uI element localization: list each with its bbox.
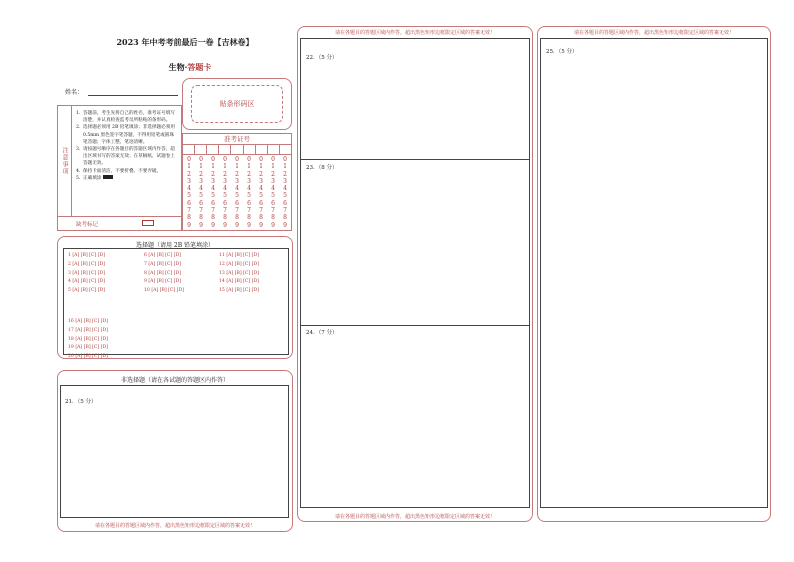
notice-side — [58, 106, 72, 216]
admission-digit-bubble[interactable]: 4 — [283, 185, 287, 193]
admission-digit-bubble[interactable]: 4 — [211, 185, 215, 193]
choice-options[interactable]: [A] [B] [C] [D] — [226, 270, 259, 276]
choice-question-row[interactable] — [68, 354, 108, 359]
admission-digit-bubble[interactable]: 1 — [235, 163, 239, 171]
choice-question-row[interactable] — [144, 253, 181, 258]
admission-digit-bubble[interactable]: 5 — [235, 192, 239, 200]
choice-options[interactable]: [A] [B] [C] [D] — [148, 261, 181, 267]
admission-digit-bubble[interactable]: 0 — [199, 156, 203, 163]
choice-question-number: 10 — [144, 288, 152, 294]
admission-digit-bubble[interactable]: 7 — [235, 207, 239, 215]
choice-question-number: 15 — [219, 288, 227, 294]
q22-label: 22．（5 分） — [306, 55, 338, 61]
choice-options[interactable]: [A] [B] [C] [D] — [151, 288, 184, 294]
absent-checkbox[interactable] — [142, 220, 154, 226]
choice-question-number: 2 — [68, 261, 73, 267]
admission-digit-column — [243, 156, 255, 229]
choice-question-row[interactable] — [144, 279, 181, 284]
admission-digit-bubble[interactable]: 6 — [259, 199, 263, 207]
notice-item: 4. 保持卡面清洁，不要折叠、不要弄破。 — [76, 168, 162, 174]
q23-label: 23．（8 分） — [306, 165, 338, 171]
admission-digit-bubble[interactable]: 0 — [211, 156, 215, 163]
choice-options[interactable]: [A] [B] [C] [D] — [75, 319, 108, 324]
choice-options[interactable]: [A] [B] [C] [D] — [72, 288, 105, 294]
choice-question-number: 5 — [68, 288, 73, 294]
admission-digit-bubble[interactable]: 8 — [271, 214, 275, 222]
admission-digit-column — [195, 156, 207, 229]
notice-item: 3. 请按题号顺序在各题目的答题区域内作答，超出区域书写的答案无效；在草稿纸、试题卷上答题无效。 — [76, 147, 175, 167]
admission-number-box — [182, 133, 292, 231]
divider — [301, 325, 529, 326]
notice-item: 1. 答题前，考生先将自己的姓名，准考证号填写清楚，并认真检查监考员所粘贴的条形码。 — [76, 111, 175, 124]
choice-question-number: 3 — [68, 270, 73, 276]
choice-question-number: 17 — [68, 327, 76, 333]
admission-digit-bubble[interactable]: 4 — [235, 185, 239, 193]
barcode-label: 贴条形码区 — [191, 85, 283, 123]
notice-item: 5. 正确填涂 — [76, 175, 178, 182]
admission-digit-bubble[interactable]: 1 — [223, 163, 227, 171]
admission-digit-bubble[interactable]: 3 — [187, 177, 191, 185]
choice-question-number: 12 — [219, 261, 227, 267]
admission-digit-bubble[interactable]: 5 — [259, 192, 263, 200]
choice-question-row[interactable] — [68, 337, 108, 342]
admission-digit-bubble[interactable]: 5 — [271, 192, 275, 200]
choice-question-number: 7 — [144, 261, 149, 267]
admission-digit-bubble[interactable]: 6 — [247, 199, 251, 207]
admission-digit-bubble[interactable]: 8 — [187, 214, 191, 222]
admission-digit-column — [267, 156, 279, 229]
admission-digit-bubble[interactable]: 1 — [259, 163, 263, 171]
admission-digit-bubble[interactable]: 0 — [223, 156, 227, 163]
notice-side-label: 注意事项 — [61, 147, 68, 175]
choice-question-number: 14 — [219, 279, 227, 285]
choice-question-number: 8 — [144, 270, 149, 276]
admission-digit-bubble[interactable]: 5 — [247, 192, 251, 200]
choice-question-number: 6 — [144, 253, 149, 258]
choice-question-number: 9 — [144, 279, 149, 285]
nonchoice-title: 非选择题（请在各试题的答题区内作答） — [120, 377, 229, 384]
admission-digit-bubble[interactable]: 9 — [259, 221, 263, 229]
q24-label: 24．（7 分） — [306, 330, 338, 336]
absent-label: 缺考标记 — [76, 222, 99, 228]
admission-digit-bubble[interactable]: 4 — [271, 185, 275, 193]
admission-digit-bubble[interactable]: 7 — [283, 207, 287, 215]
admission-digit-bubble[interactable]: 6 — [235, 199, 239, 207]
admission-digit-bubble[interactable]: 8 — [211, 214, 215, 222]
admission-digit-bubble[interactable]: 7 — [199, 207, 203, 215]
choice-options[interactable]: [A] [B] [C] [D] — [226, 253, 259, 258]
admission-digit-bubble[interactable]: 8 — [199, 214, 203, 222]
choice-question-row[interactable] — [219, 253, 259, 258]
admission-digit-bubble[interactable]: 4 — [199, 185, 203, 193]
admission-digit-bubble[interactable]: 5 — [199, 192, 203, 200]
admission-digit-column — [183, 156, 195, 229]
choice-options[interactable]: [A] [B] [C] [D] — [75, 345, 108, 351]
admission-digit-bubble[interactable]: 7 — [223, 207, 227, 215]
notice-list — [76, 110, 178, 182]
choice-options[interactable]: [A] [B] [C] [D] — [75, 327, 108, 333]
admission-digit-bubble[interactable]: 6 — [211, 199, 215, 207]
admission-digit-bubble[interactable]: 2 — [271, 170, 275, 178]
choice-title: 选择题（请用 2B 铅笔填涂） — [135, 242, 215, 249]
answer-area-warning: 请在各题目的答题区域内作答，超出黑色矩形边框限定区域的答案无效！ — [573, 30, 734, 36]
choice-options[interactable]: [A] [B] [C] [D] — [72, 279, 105, 285]
admission-digit-bubble[interactable]: 8 — [247, 214, 251, 222]
choice-options[interactable]: [A] [B] [C] [D] — [72, 270, 105, 276]
choice-question-number: 4 — [68, 279, 73, 285]
choice-question-row[interactable] — [144, 262, 181, 267]
admission-digit-column — [279, 156, 291, 229]
admission-digit-column — [255, 156, 267, 229]
answer-area-warning: 请在各题目的答题区域内作答，超出黑色矩形边框限定区域的答案无效！ — [94, 523, 255, 529]
choice-question-number: 1 — [68, 253, 73, 258]
answer-area-warning: 请在各题目的答题区域内作答，超出黑色矩形边框限定区域的答案无效！ — [334, 30, 495, 36]
admission-digit-bubble[interactable]: 0 — [187, 156, 191, 163]
q21-answer-area[interactable] — [60, 385, 289, 518]
admission-digit-bubble[interactable]: 3 — [235, 177, 239, 185]
admission-digit-bubble[interactable]: 9 — [271, 221, 275, 229]
choice-question-row[interactable] — [144, 288, 184, 293]
choice-question-row[interactable] — [68, 262, 105, 267]
admission-digit-bubble[interactable]: 9 — [211, 221, 215, 229]
admission-digit-bubble[interactable]: 1 — [247, 163, 251, 171]
admission-digit-bubble[interactable]: 4 — [187, 185, 191, 193]
admission-digit-bubble[interactable]: 3 — [223, 177, 227, 185]
admission-digit-bubble[interactable]: 1 — [283, 163, 287, 171]
admission-digit-bubble[interactable]: 5 — [223, 192, 227, 200]
admission-digit-bubble[interactable]: 6 — [187, 199, 191, 207]
choice-options[interactable]: [A] [B] [C] [D] — [72, 253, 105, 258]
admission-write-row[interactable] — [183, 145, 291, 155]
admission-digit-bubble[interactable]: 7 — [211, 207, 215, 215]
choice-question-row[interactable] — [144, 271, 181, 276]
admission-digit-bubble[interactable]: 8 — [283, 214, 287, 222]
admission-digit-bubble[interactable]: 2 — [247, 170, 251, 178]
admission-digit-bubble[interactable]: 0 — [271, 156, 275, 163]
admission-digit-bubble[interactable]: 2 — [187, 170, 191, 178]
choice-question-row[interactable] — [68, 253, 105, 258]
choice-answer-area — [63, 248, 289, 360]
choice-question-row[interactable] — [219, 288, 259, 293]
divider — [301, 159, 529, 160]
admission-digit-bubble[interactable]: 7 — [259, 207, 263, 215]
admission-digit-bubble[interactable]: 6 — [283, 199, 287, 207]
subject-title — [130, 62, 250, 73]
choice-question-row[interactable] — [68, 279, 105, 284]
notice-item: 2. 选择题必须用 2B 铅笔填涂；非选择题必须用 0.5mm 黑色签字笔答题，不得用铅笔或圆珠笔答题；字体工整、笔迹清晰。 — [76, 125, 175, 145]
choice-question-row[interactable] — [219, 271, 259, 276]
admission-title: 准考证号 — [183, 134, 291, 145]
choice-question-row[interactable] — [219, 279, 259, 284]
choice-question-number: 16 — [68, 319, 76, 324]
choice-question-number: 11 — [219, 253, 227, 258]
choice-question-number: 18 — [68, 336, 76, 342]
choice-question-number: 19 — [68, 345, 76, 351]
admission-digit-bubble[interactable]: 9 — [247, 221, 251, 229]
admission-digit-bubble[interactable]: 3 — [283, 177, 287, 185]
choice-question-number: 20 — [68, 354, 76, 360]
admission-digit-bubble[interactable]: 3 — [259, 177, 263, 185]
admission-digit-bubble[interactable]: 0 — [283, 156, 287, 163]
admission-digit-grid — [183, 156, 291, 229]
middle-answer-area[interactable] — [300, 38, 530, 508]
admission-digit-bubble[interactable]: 9 — [199, 221, 203, 229]
admission-digit-bubble[interactable]: 0 — [247, 156, 251, 163]
admission-digit-bubble[interactable]: 5 — [211, 192, 215, 200]
admission-digit-bubble[interactable]: 2 — [283, 170, 287, 178]
admission-digit-bubble[interactable]: 2 — [235, 170, 239, 178]
admission-digit-bubble[interactable]: 1 — [271, 163, 275, 171]
exam-title: 2023 年中考考前最后一卷【吉林卷】 — [116, 37, 254, 47]
admission-digit-bubble[interactable]: 2 — [211, 170, 215, 178]
absent-marker — [57, 217, 182, 231]
admission-digit-bubble[interactable]: 3 — [211, 177, 215, 185]
admission-digit-bubble[interactable]: 9 — [283, 221, 287, 229]
right-answer-area[interactable] — [540, 38, 768, 508]
admission-digit-bubble[interactable]: 7 — [247, 207, 251, 215]
choice-options[interactable]: [A] [B] [C] [D] — [72, 261, 105, 267]
admission-digit-bubble[interactable]: 8 — [235, 214, 239, 222]
admission-digit-bubble[interactable]: 6 — [223, 199, 227, 207]
choice-question-row[interactable] — [68, 271, 105, 276]
choice-options[interactable]: [A] [B] [C] [D] — [226, 279, 259, 285]
admission-digit-bubble[interactable]: 3 — [247, 177, 251, 185]
admission-digit-bubble[interactable]: 4 — [223, 185, 227, 193]
choice-question-row[interactable] — [219, 262, 259, 267]
subject-name: 生物· — [168, 62, 188, 72]
admission-digit-bubble[interactable]: 3 — [271, 177, 275, 185]
admission-digit-bubble[interactable]: 6 — [271, 199, 275, 207]
admission-digit-column — [207, 156, 219, 229]
admission-digit-bubble[interactable]: 8 — [223, 214, 227, 222]
admission-digit-bubble[interactable]: 7 — [187, 207, 191, 215]
admission-digit-bubble[interactable]: 1 — [211, 163, 215, 171]
admission-digit-bubble[interactable]: 7 — [271, 207, 275, 215]
admission-digit-bubble[interactable]: 4 — [259, 185, 263, 193]
q25-label: 25．（5 分） — [546, 49, 578, 55]
admission-digit-bubble[interactable]: 5 — [187, 192, 191, 200]
choice-options[interactable]: [A] [B] [C] [D] — [148, 253, 181, 258]
answer-area-warning: 请在各题目的答题区域内作答，超出黑色矩形边框限定区域的答案无效！ — [334, 514, 495, 520]
choice-question-row[interactable] — [68, 319, 108, 324]
admission-digit-bubble[interactable]: 5 — [283, 192, 287, 200]
choice-question-row[interactable] — [68, 345, 108, 350]
choice-options[interactable]: [A] [B] [C] [D] — [148, 279, 181, 285]
choice-options[interactable]: [A] [B] [C] [D] — [226, 261, 259, 267]
admission-digit-bubble[interactable]: 4 — [247, 185, 251, 193]
admission-digit-bubble[interactable]: 6 — [199, 199, 203, 207]
admission-digit-column — [219, 156, 231, 229]
choice-options[interactable]: [A] [B] [C] [D] — [75, 354, 108, 360]
admission-digit-bubble[interactable]: 9 — [223, 221, 227, 229]
admission-digit-bubble[interactable]: 1 — [187, 163, 191, 171]
q21-label: 21．（5 分） — [65, 399, 97, 405]
admission-digit-bubble[interactable]: 8 — [259, 214, 263, 222]
notice-box — [57, 105, 182, 217]
admission-digit-bubble[interactable]: 2 — [259, 170, 263, 178]
admission-digit-bubble[interactable]: 9 — [187, 221, 191, 229]
admission-digit-bubble[interactable]: 3 — [199, 177, 203, 185]
choice-question-row[interactable] — [68, 328, 108, 333]
choice-question-number: 13 — [219, 270, 227, 276]
admission-digit-bubble[interactable]: 9 — [235, 221, 239, 229]
admission-digit-bubble[interactable]: 2 — [199, 170, 203, 178]
choice-options[interactable]: [A] [B] [C] [D] — [148, 270, 181, 276]
filled-mark-icon — [103, 175, 113, 179]
name-label: 姓名： — [65, 89, 84, 96]
admission-digit-bubble[interactable]: 2 — [223, 170, 227, 178]
admission-digit-bubble[interactable]: 0 — [259, 156, 263, 163]
subject-suffix: 答题卡 — [187, 62, 212, 72]
admission-digit-bubble[interactable]: 0 — [235, 156, 239, 163]
admission-digit-column — [231, 156, 243, 229]
admission-digit-bubble[interactable]: 1 — [199, 163, 203, 171]
name-field[interactable] — [88, 95, 178, 96]
choice-question-row[interactable] — [68, 288, 105, 293]
barcode-area — [182, 78, 292, 130]
choice-options[interactable]: [A] [B] [C] [D] — [75, 336, 108, 342]
choice-options[interactable]: [A] [B] [C] [D] — [226, 288, 259, 294]
